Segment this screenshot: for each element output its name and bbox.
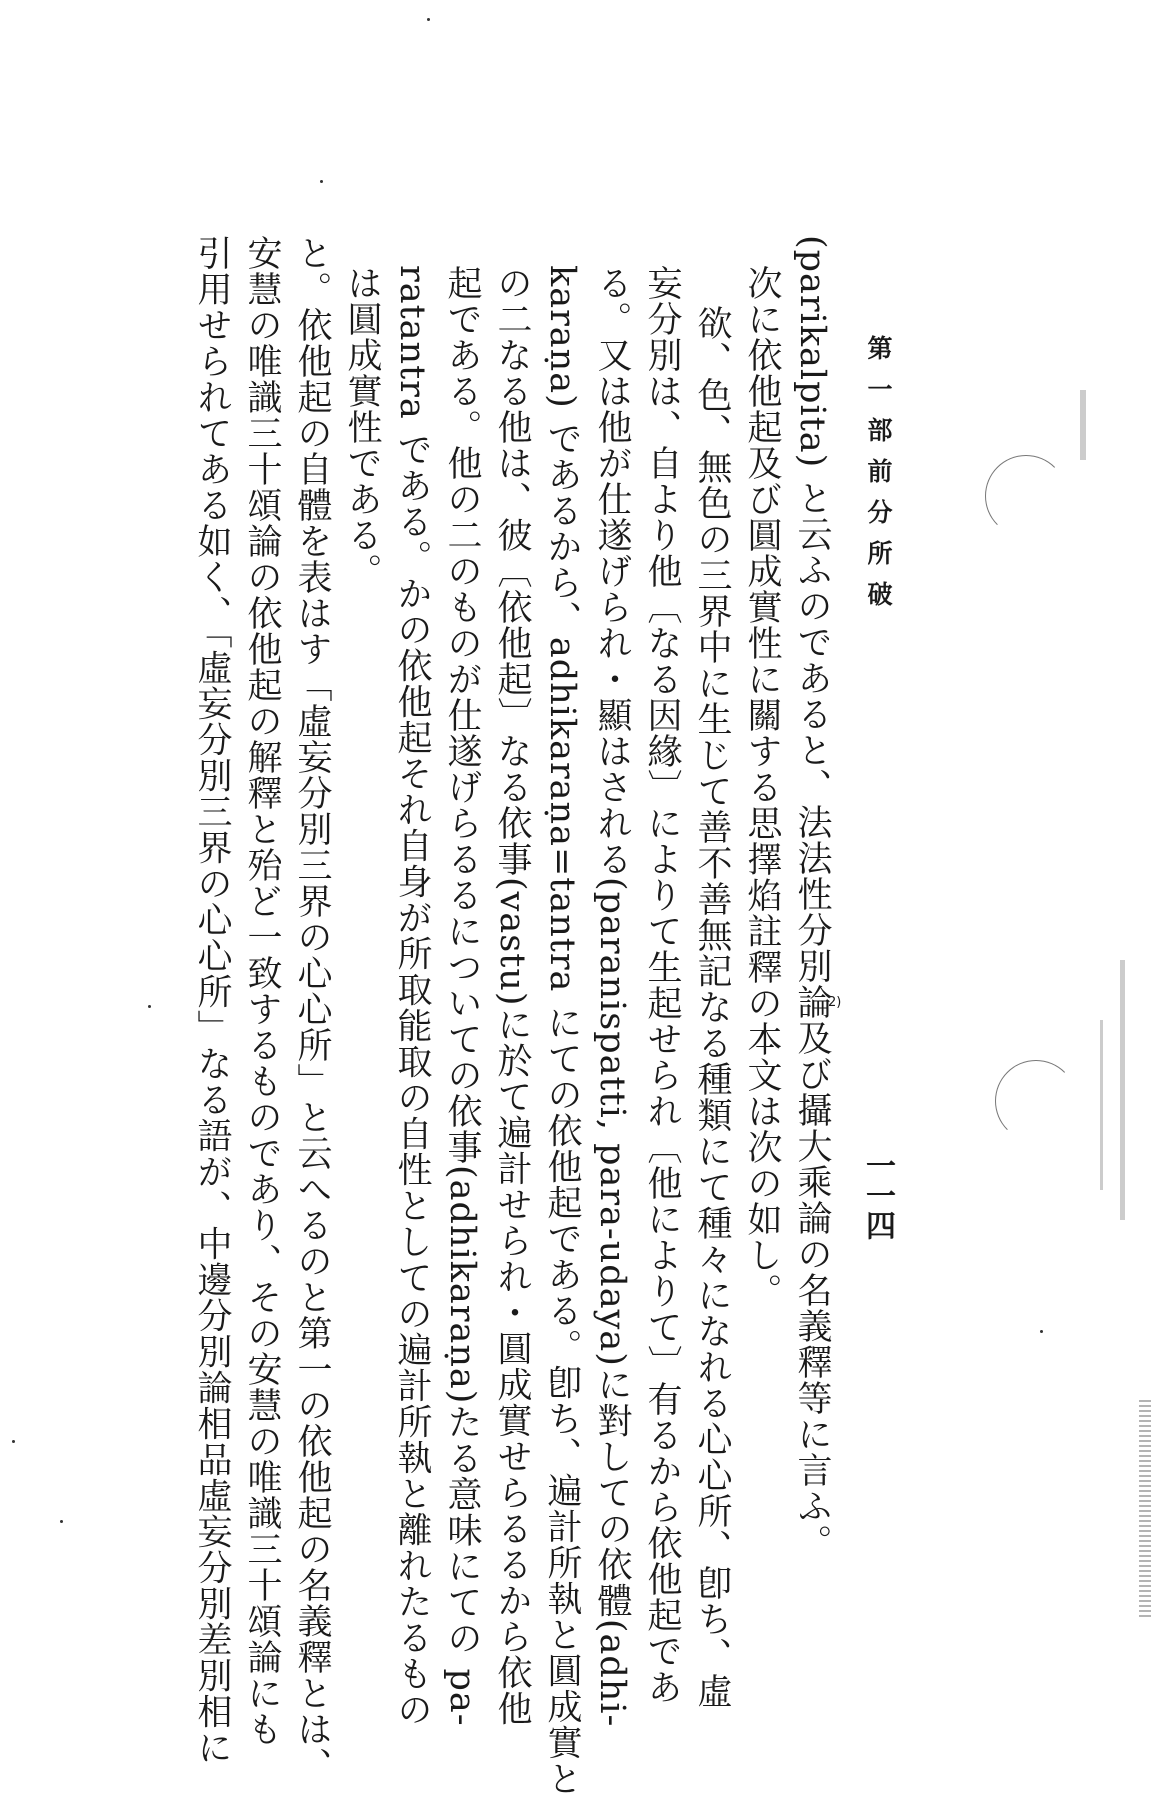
text-column-9: ratantra である。かの依他起それ自身が所取能取の自性としての遍計所執と離れたるもの: [392, 265, 432, 1728]
page-number: 一一四: [860, 1150, 895, 1240]
running-title: 第一部前分所破: [864, 335, 893, 622]
footnote-marker: 2): [828, 995, 842, 1010]
scan-dot: [12, 1440, 15, 1443]
page-edge-shadow: [1139, 1400, 1151, 1620]
text-column-1: (parikalpita) と云ふのであると、法法性分別論及び攝大乘論の名義釋等に言ふ。: [792, 235, 832, 1561]
binding-hole-arc-lower: [995, 1060, 1077, 1142]
text-column-4: 妄分別は、自より他〔なる因緣〕によりて生起せられ〔他によりて〕有るから依他起であ: [642, 265, 682, 1705]
binding-hole-arc-upper: [985, 455, 1067, 537]
text-column-12: 安慧の唯識三十頌論の依他起の解釋と殆ど一致するものであり、その安慧の唯識三十頌論にも: [242, 235, 282, 1747]
scan-dot: [60, 1520, 63, 1523]
text-column-10: は圓成實性である。: [342, 265, 382, 589]
scan-speckle: [1120, 960, 1125, 1220]
text-column-5: る。又は他が仕遂げられ・顯はされる(paranispatti, para-udaya)に對しての依體(adhi-: [592, 265, 632, 1728]
scan-speckle: [1080, 390, 1086, 460]
scan-dot: [148, 1005, 151, 1008]
text-column-7: の二なる他は、彼〔依他起〕なる依事(vastu)に於て遍計せられ・圓成實せらるるから依他: [492, 265, 532, 1727]
text-column-6: karaṇa) であるから、adhikaraṇa=tantra にての依他起である。卽ち、遍計所執と圓成實と: [542, 265, 582, 1797]
scan-dot: [1040, 1330, 1043, 1333]
text-column-13: 引用せられてある如く、「虛妄分別三界の心心所」なる語が、中邊分別論相品虛妄分別差別相に: [192, 235, 232, 1766]
scan-dot: [427, 18, 430, 21]
text-column-3: 欲、色、無色の三界中に生じて善不善無記なる種類にて種々になれる心心所、卽ち、虛: [692, 305, 732, 1709]
scan-dot: [320, 180, 323, 183]
scan-speckle: [1100, 1020, 1103, 1190]
text-column-2: 次に依他起及び圓成實性に關する思擇焰註釋の本文は次の如し。: [742, 265, 782, 1309]
text-column-11: と。依他起の自體を表はす「虛妄分別三界の心心所」と云へるのと第一の依他起の名義釋とは、: [292, 235, 332, 1783]
text-column-8: 起である。他の二のものが仕遂げらるるについての依事(adhikaraṇa)たる意味にての pa-: [442, 265, 482, 1727]
